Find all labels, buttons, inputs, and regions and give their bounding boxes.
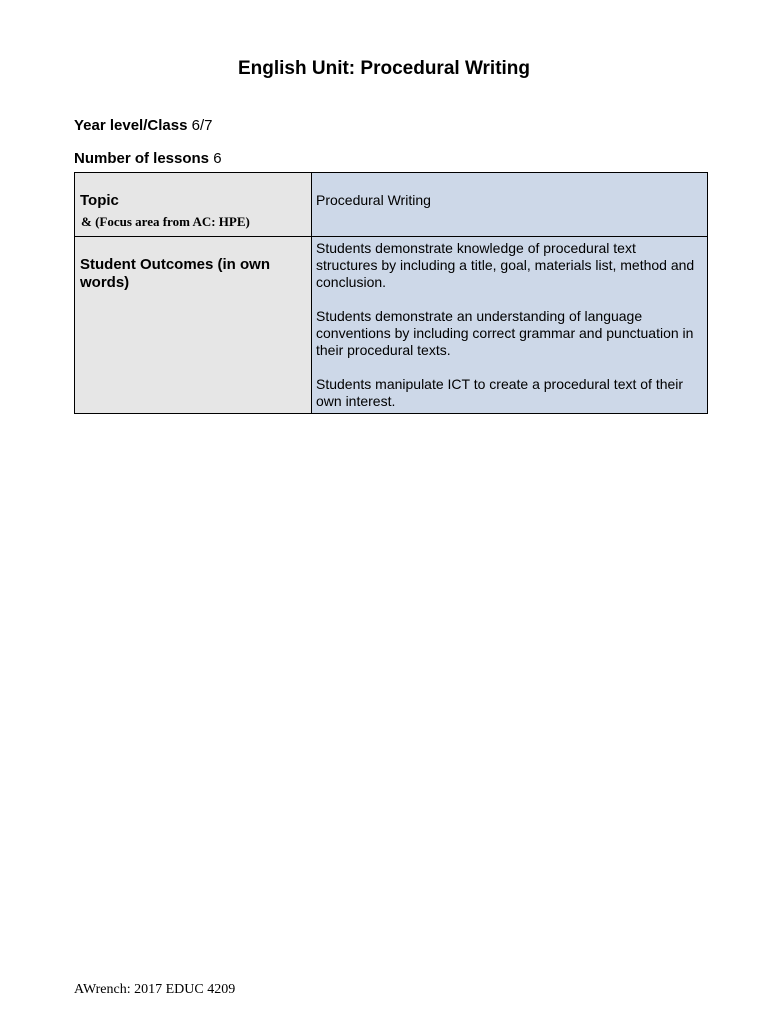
unit-plan-table bbox=[74, 172, 708, 414]
outcome-item: Students demonstrate knowledge of procedural text structures by including a title, goal, materials list, method and conclusion. bbox=[316, 240, 695, 290]
lessons-line bbox=[74, 150, 222, 168]
lessons-value: 6 bbox=[213, 150, 222, 167]
topic-value: Procedural Writing bbox=[316, 192, 431, 208]
topic-value-cell bbox=[312, 173, 708, 237]
topic-label: Topic bbox=[80, 192, 119, 209]
year-level-label: Year level/Class bbox=[74, 117, 188, 134]
year-level-value: 6/7 bbox=[191, 117, 213, 134]
lessons-label: Number of lessons bbox=[74, 150, 210, 167]
topic-sublabel: & (Focus area from AC: HPE) bbox=[81, 214, 250, 229]
outcome-item: Students demonstrate an understanding of language conventions by including correct grammar and punctuation in their procedural texts. bbox=[316, 308, 694, 358]
outcome-item: Students manipulate ICT to create a procedural text of their own interest. bbox=[316, 376, 684, 409]
page-footer: AWrench: 2017 EDUC 4209 bbox=[74, 982, 236, 997]
outcomes-row bbox=[75, 237, 708, 414]
outcomes-value-cell bbox=[312, 237, 708, 414]
topic-row bbox=[75, 173, 708, 237]
outcomes-label-cell bbox=[75, 237, 312, 414]
topic-label-cell bbox=[75, 173, 312, 237]
outcomes-label: Student Outcomes (in own words) bbox=[80, 256, 270, 291]
year-level-line bbox=[74, 117, 212, 135]
document-title: English Unit: Procedural Writing bbox=[237, 58, 531, 79]
